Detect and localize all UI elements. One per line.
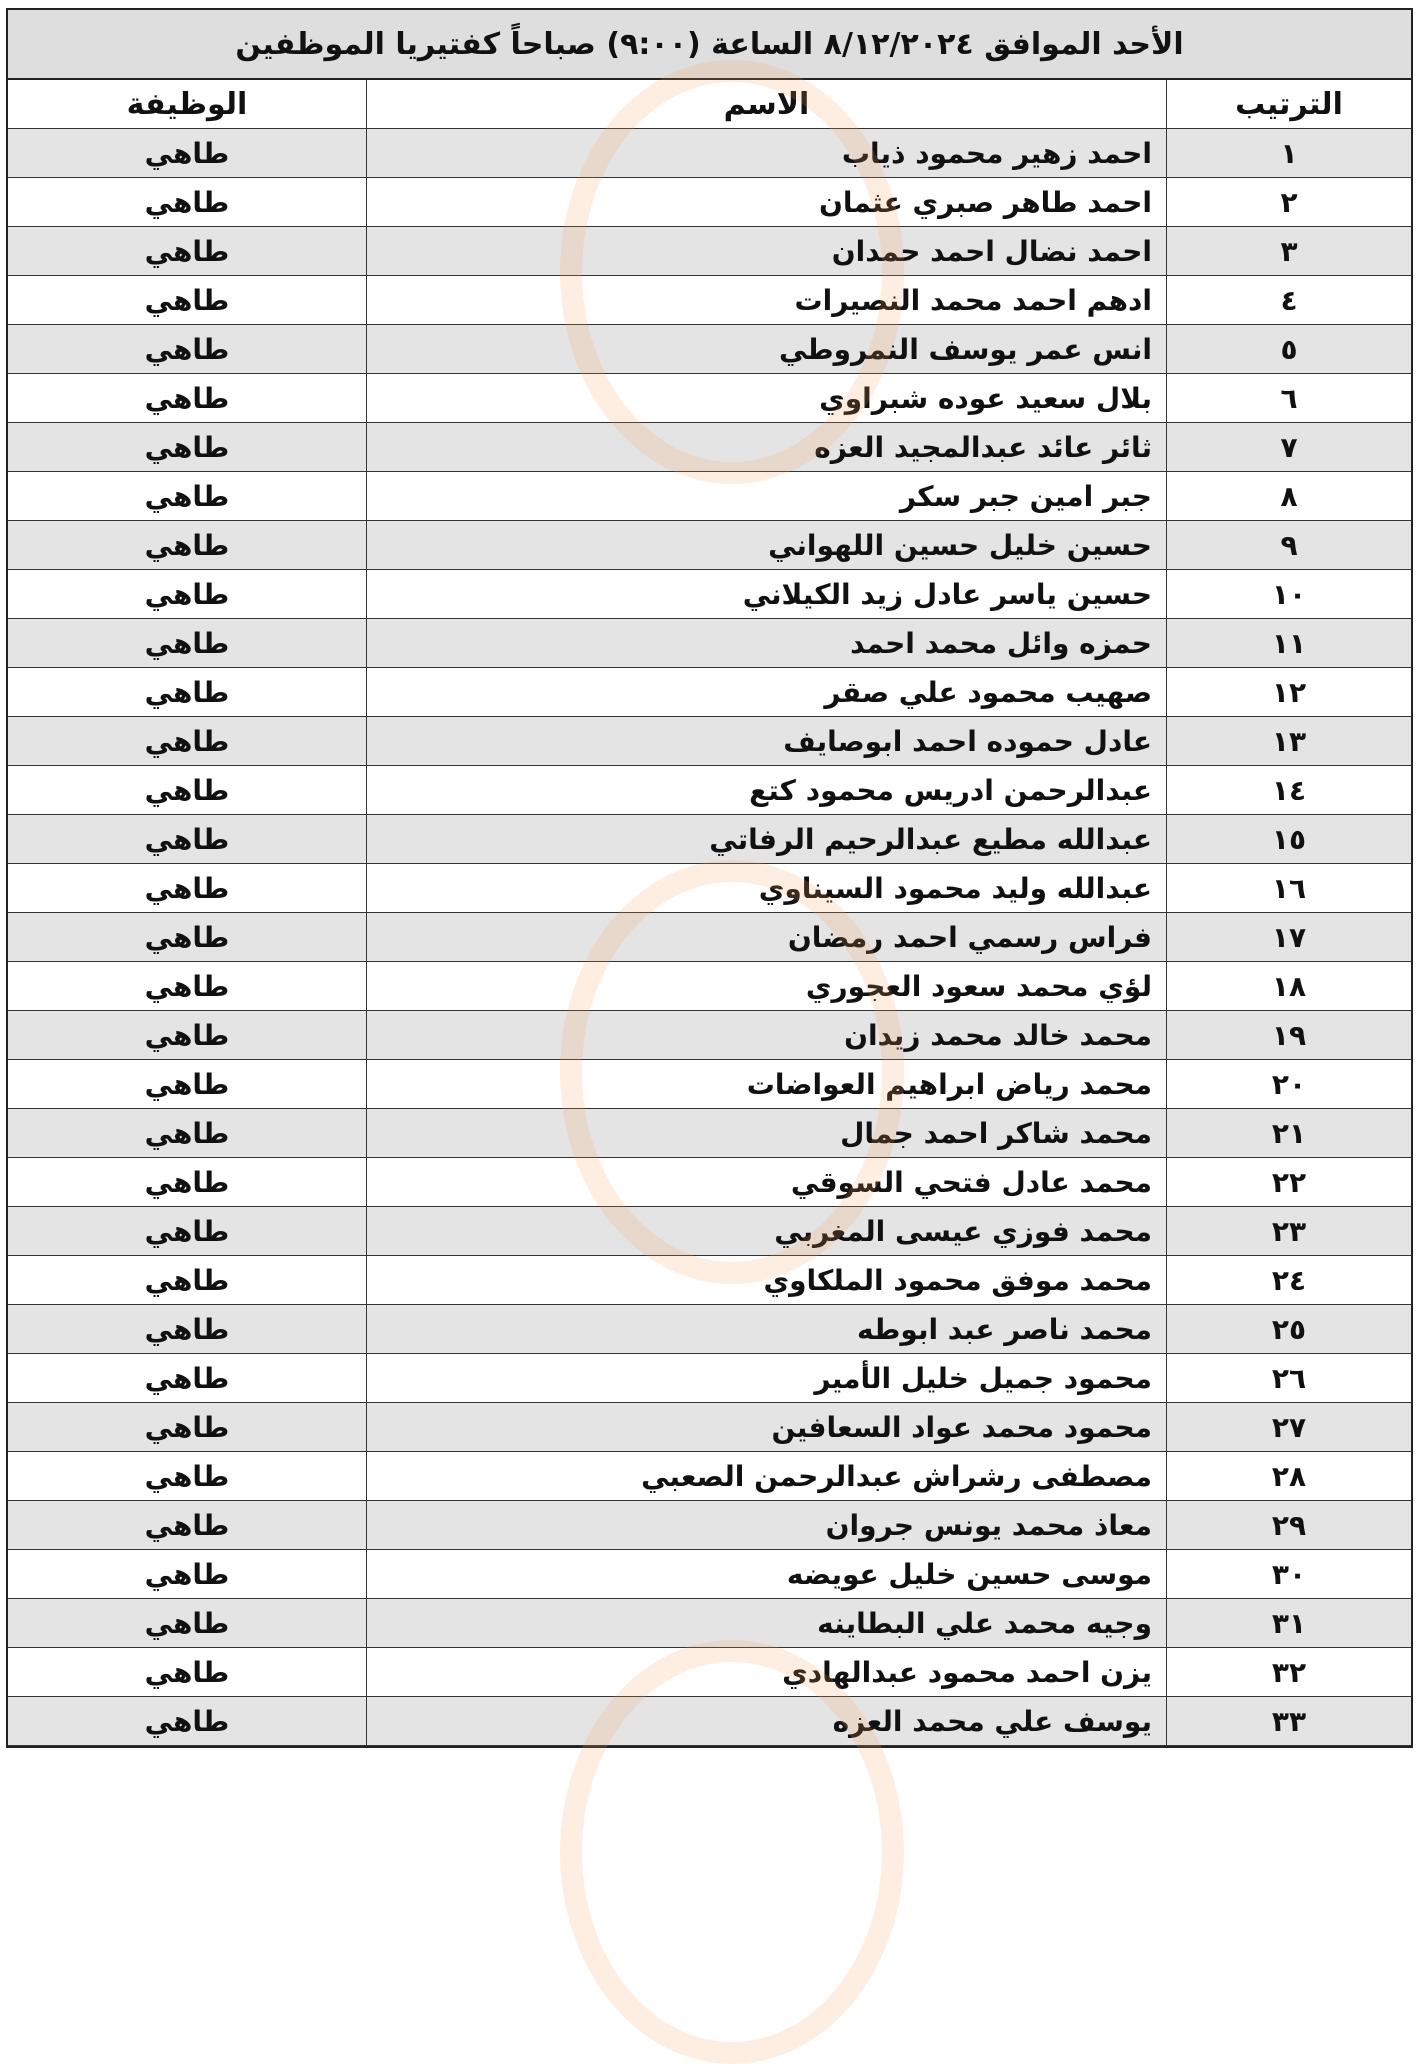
table-row	[8, 717, 1411, 766]
name-cell: جبر امين جبر سكر	[367, 472, 1167, 521]
rank-cell: ٢٠	[1167, 1060, 1412, 1109]
name-cell: احمد زهير محمود ذياب	[367, 129, 1167, 178]
rank-cell: ٧	[1167, 423, 1412, 472]
job-cell: طاهي	[8, 619, 367, 668]
job-cell: طاهي	[8, 766, 367, 815]
rank-cell: ١٢	[1167, 668, 1412, 717]
rank-cell: ٢٨	[1167, 1452, 1412, 1501]
job-cell: طاهي	[8, 423, 367, 472]
rank-cell: ١٧	[1167, 913, 1412, 962]
job-cell: طاهي	[8, 1354, 367, 1403]
table-row	[8, 1207, 1411, 1256]
job-cell: طاهي	[8, 325, 367, 374]
table-row	[8, 1060, 1411, 1109]
name-cell: محمد خالد محمد زيدان	[367, 1011, 1167, 1060]
name-cell: بلال سعيد عوده شبراوي	[367, 374, 1167, 423]
table-row	[8, 1011, 1411, 1060]
rank-cell: ٨	[1167, 472, 1412, 521]
job-cell: طاهي	[8, 1109, 367, 1158]
table-row	[8, 962, 1411, 1011]
table-row	[8, 1256, 1411, 1305]
table-row	[8, 1501, 1411, 1550]
job-cell: طاهي	[8, 1011, 367, 1060]
rank-cell: ٢	[1167, 178, 1412, 227]
job-cell: طاهي	[8, 276, 367, 325]
table-row	[8, 1599, 1411, 1648]
table-row	[8, 570, 1411, 619]
table-row	[8, 1305, 1411, 1354]
job-cell: طاهي	[8, 1305, 367, 1354]
table-row	[8, 1354, 1411, 1403]
name-cell: ادهم احمد محمد النصيرات	[367, 276, 1167, 325]
job-cell: طاهي	[8, 1648, 367, 1697]
name-cell: وجيه محمد علي البطاينه	[367, 1599, 1167, 1648]
job-cell: طاهي	[8, 668, 367, 717]
table-row	[8, 1403, 1411, 1452]
header-name: الاسم	[367, 80, 1167, 129]
table-row	[8, 178, 1411, 227]
rank-cell: ٣٢	[1167, 1648, 1412, 1697]
name-cell: محمد موفق محمود الملكاوي	[367, 1256, 1167, 1305]
job-cell: طاهي	[8, 1403, 367, 1452]
name-cell: صهيب محمود علي صقر	[367, 668, 1167, 717]
name-cell: محمد رياض ابراهيم العواضات	[367, 1060, 1167, 1109]
job-cell: طاهي	[8, 1501, 367, 1550]
rank-cell: ١١	[1167, 619, 1412, 668]
job-cell: طاهي	[8, 962, 367, 1011]
rank-cell: ٢٤	[1167, 1256, 1412, 1305]
rank-cell: ١٤	[1167, 766, 1412, 815]
table-row	[8, 472, 1411, 521]
table-row	[8, 619, 1411, 668]
rank-cell: ٣٠	[1167, 1550, 1412, 1599]
table-row	[8, 815, 1411, 864]
table-row	[8, 913, 1411, 962]
rank-cell: ٢٢	[1167, 1158, 1412, 1207]
name-cell: محمد ناصر عبد ابوطه	[367, 1305, 1167, 1354]
job-cell: طاهي	[8, 1158, 367, 1207]
job-cell: طاهي	[8, 521, 367, 570]
table-row	[8, 521, 1411, 570]
name-cell: فراس رسمي احمد رمضان	[367, 913, 1167, 962]
job-cell: طاهي	[8, 374, 367, 423]
rank-cell: ٣٣	[1167, 1697, 1412, 1746]
rank-cell: ٦	[1167, 374, 1412, 423]
rank-cell: ٢٥	[1167, 1305, 1412, 1354]
job-cell: طاهي	[8, 1697, 367, 1746]
job-cell: طاهي	[8, 1060, 367, 1109]
name-cell: محمد شاكر احمد جمال	[367, 1109, 1167, 1158]
job-cell: طاهي	[8, 1256, 367, 1305]
name-cell: محمد عادل فتحي السوقي	[367, 1158, 1167, 1207]
job-cell: طاهي	[8, 129, 367, 178]
table-row	[8, 374, 1411, 423]
name-cell: احمد نضال احمد حمدان	[367, 227, 1167, 276]
employee-table	[8, 80, 1411, 1746]
name-cell: ثائر عائد عبدالمجيد العزه	[367, 423, 1167, 472]
name-cell: محمد فوزي عيسى المغربي	[367, 1207, 1167, 1256]
job-cell: طاهي	[8, 1452, 367, 1501]
table-row	[8, 1550, 1411, 1599]
rank-cell: ١٩	[1167, 1011, 1412, 1060]
job-cell: طاهي	[8, 1550, 367, 1599]
table-row	[8, 766, 1411, 815]
job-cell: طاهي	[8, 1207, 367, 1256]
name-cell: حمزه وائل محمد احمد	[367, 619, 1167, 668]
rank-cell: ٢٦	[1167, 1354, 1412, 1403]
rank-cell: ٢١	[1167, 1109, 1412, 1158]
name-cell: عبدالله مطيع عبدالرحيم الرفاتي	[367, 815, 1167, 864]
rank-cell: ١٣	[1167, 717, 1412, 766]
name-cell: احمد طاهر صبري عثمان	[367, 178, 1167, 227]
rank-cell: ١٨	[1167, 962, 1412, 1011]
job-cell: طاهي	[8, 178, 367, 227]
header-job: الوظيفة	[8, 80, 367, 129]
table-row	[8, 1452, 1411, 1501]
table-row	[8, 227, 1411, 276]
rank-cell: ٩	[1167, 521, 1412, 570]
rank-cell: ٤	[1167, 276, 1412, 325]
rank-cell: ٢٩	[1167, 1501, 1412, 1550]
rank-cell: ٣١	[1167, 1599, 1412, 1648]
name-cell: يزن احمد محمود عبدالهادي	[367, 1648, 1167, 1697]
table-row	[8, 129, 1411, 178]
header-rank: الترتيب	[1167, 80, 1412, 129]
rank-cell: ١٦	[1167, 864, 1412, 913]
name-cell: محمود محمد عواد السعافين	[367, 1403, 1167, 1452]
table-header-row	[8, 80, 1411, 129]
name-cell: حسين ياسر عادل زيد الكيلاني	[367, 570, 1167, 619]
table-row	[8, 1109, 1411, 1158]
table-row	[8, 325, 1411, 374]
name-cell: انس عمر يوسف النمروطي	[367, 325, 1167, 374]
job-cell: طاهي	[8, 815, 367, 864]
name-cell: حسين خليل حسين اللهواني	[367, 521, 1167, 570]
name-cell: لؤي محمد سعود العجوري	[367, 962, 1167, 1011]
rank-cell: ٢٣	[1167, 1207, 1412, 1256]
name-cell: عبدالرحمن ادريس محمود كتع	[367, 766, 1167, 815]
job-cell: طاهي	[8, 570, 367, 619]
table-row	[8, 1648, 1411, 1697]
rank-cell: ١٠	[1167, 570, 1412, 619]
table-row	[8, 423, 1411, 472]
rank-cell: ٢٧	[1167, 1403, 1412, 1452]
job-cell: طاهي	[8, 1599, 367, 1648]
job-cell: طاهي	[8, 717, 367, 766]
name-cell: مصطفى رشراش عبدالرحمن الصعبي	[367, 1452, 1167, 1501]
name-cell: عادل حموده احمد ابوصايف	[367, 717, 1167, 766]
name-cell: موسى حسين خليل عويضه	[367, 1550, 1167, 1599]
rank-cell: ١	[1167, 129, 1412, 178]
table-row	[8, 1697, 1411, 1746]
table-row	[8, 668, 1411, 717]
table-row	[8, 276, 1411, 325]
name-cell: محمود جميل خليل الأمير	[367, 1354, 1167, 1403]
job-cell: طاهي	[8, 864, 367, 913]
sheet-title: الأحد الموافق ٨/١٢/٢٠٢٤ الساعة (٩:٠٠) صباحاً كفتيريا الموظفين	[8, 10, 1411, 80]
employee-schedule-sheet	[6, 8, 1413, 1748]
job-cell: طاهي	[8, 913, 367, 962]
rank-cell: ٣	[1167, 227, 1412, 276]
job-cell: طاهي	[8, 472, 367, 521]
table-row	[8, 1158, 1411, 1207]
name-cell: معاذ محمد يونس جروان	[367, 1501, 1167, 1550]
rank-cell: ٥	[1167, 325, 1412, 374]
table-row	[8, 864, 1411, 913]
name-cell: يوسف علي محمد العزه	[367, 1697, 1167, 1746]
name-cell: عبدالله وليد محمود السيناوي	[367, 864, 1167, 913]
rank-cell: ١٥	[1167, 815, 1412, 864]
job-cell: طاهي	[8, 227, 367, 276]
